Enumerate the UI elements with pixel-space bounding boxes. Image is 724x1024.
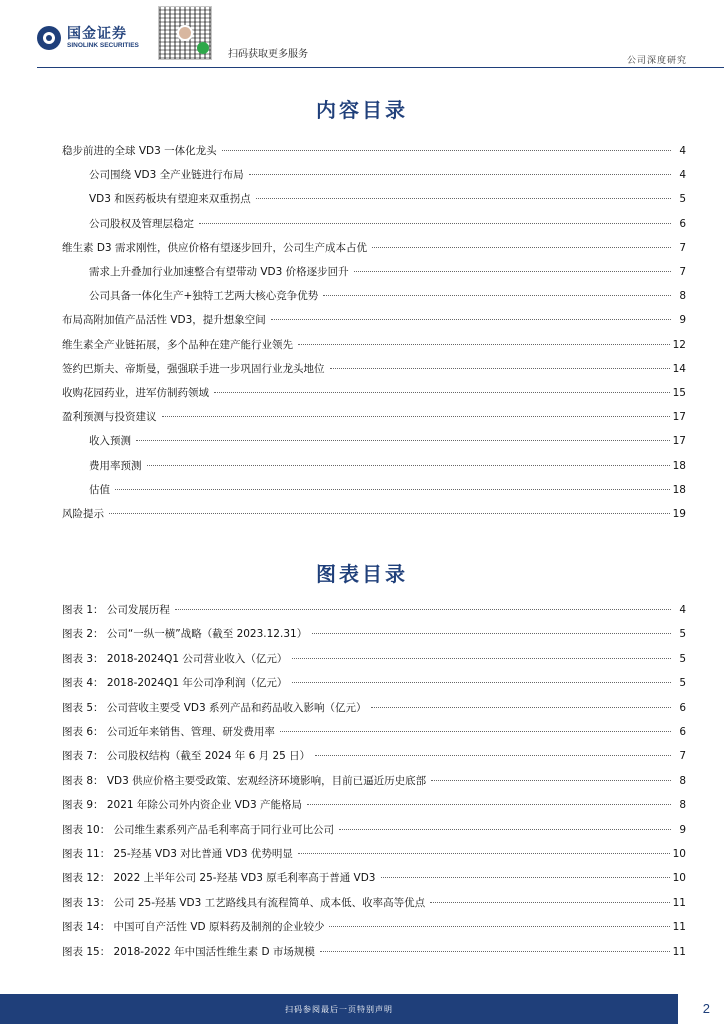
- toc-dot-leader: [431, 780, 671, 781]
- toc-page-number: 5: [679, 677, 686, 690]
- page-footer: [0, 994, 724, 1024]
- toc-page-number: 11: [672, 921, 686, 934]
- toc-entry-title: 图表 9： 2021 年除公司外内资企业 VD3 产能格局: [62, 799, 303, 812]
- toc-entry-title: 维生素全产业链拓展，多个品种在建产能行业领先: [62, 338, 293, 351]
- toc-dot-leader: [330, 368, 670, 369]
- toc-entry-title: 图表 12： 2022 上半年公司 25-羟基 VD3 原毛利率高于普通 VD3: [62, 872, 376, 885]
- toc-dot-leader: [280, 731, 671, 732]
- figures-title: 图表目录: [316, 562, 408, 586]
- toc-entry-title: 图表 7： 公司股权结构（截至 2024 年 6 月 25 日）: [62, 750, 311, 763]
- toc-page-number: 4: [679, 604, 686, 616]
- toc-entry[interactable]: [62, 773, 686, 789]
- toc-entry-title: 图表 10： 公司维生素系列产品毛利率高于同行业可比公司: [62, 823, 335, 836]
- toc-page-number: 6: [679, 726, 686, 738]
- toc-dot-leader: [136, 440, 670, 441]
- toc-entry-title: 图表 2： 公司“一纵一横”战略（截至 2023.12.31）: [62, 628, 308, 641]
- toc-entry-title: 公司股权及管理层稳定: [89, 217, 194, 230]
- toc-entry[interactable]: [89, 482, 686, 498]
- toc-entry[interactable]: [62, 312, 686, 328]
- toc-entry[interactable]: [62, 919, 686, 935]
- toc-page-number: 18: [672, 459, 686, 472]
- toc-dot-leader: [307, 804, 671, 805]
- toc-page-number: 5: [679, 193, 686, 206]
- toc-dot-leader: [214, 392, 670, 393]
- toc-entry[interactable]: [62, 602, 686, 618]
- toc-entry-title: 图表 5： 公司营收主要受 VD3 系列产品和药品收入影响（亿元）: [62, 701, 367, 714]
- toc-dot-leader: [315, 755, 671, 756]
- toc-dot-leader: [298, 344, 670, 345]
- toc-dot-leader: [292, 682, 671, 683]
- toc-dot-leader: [312, 633, 671, 634]
- toc-page-number: 5: [679, 628, 686, 641]
- toc-dot-leader: [381, 877, 670, 878]
- toc-entry-title: 盈利预测与投资建议: [62, 411, 157, 424]
- toc-dot-leader: [147, 465, 670, 466]
- toc-dot-leader: [271, 319, 671, 320]
- toc-page-number: 7: [679, 750, 686, 763]
- toc-entry[interactable]: [62, 822, 686, 838]
- toc-entry-title: 图表 14： 中国可自产活性 VD 原料药及制剂的企业较少: [62, 921, 325, 934]
- logo-name-en: SINOLINK SECURITIES: [67, 41, 139, 49]
- toc-page-number: 6: [679, 217, 686, 230]
- toc-entry[interactable]: [62, 337, 686, 353]
- toc-dot-leader: [372, 247, 671, 248]
- toc-dot-leader: [222, 150, 671, 151]
- wechat-mini-program-icon: [197, 42, 209, 54]
- toc-entry-title: 图表 6： 公司近年来销售、管理、研发费用率: [62, 726, 275, 738]
- toc-entry[interactable]: [62, 895, 686, 911]
- toc-entry[interactable]: [62, 240, 686, 256]
- toc-dot-leader: [109, 513, 670, 514]
- toc-page-number: 11: [672, 945, 686, 958]
- toc-entry[interactable]: [62, 385, 686, 401]
- toc-entry-title: 图表 4： 2018-2024Q1 年公司净利润（亿元）: [62, 677, 288, 690]
- toc-dot-leader: [199, 223, 671, 224]
- toc-entry-title: 收入预测: [89, 435, 131, 448]
- toc-entry-title: 图表 3： 2018-2024Q1 公司营业收入（亿元）: [62, 652, 288, 665]
- qr-caption: 扫码获取更多服务: [228, 49, 308, 60]
- company-logo: [37, 26, 139, 50]
- toc-entry[interactable]: [62, 846, 686, 862]
- toc-entry-title: 图表 1： 公司发展历程: [62, 604, 170, 616]
- toc-entry[interactable]: [62, 700, 686, 716]
- toc-page-number: 8: [679, 774, 686, 787]
- toc-dot-leader: [323, 295, 671, 296]
- toc-entry-title: 维生素 D3 需求刚性，供应价格有望逐步回升，公司生产成本占优: [62, 241, 367, 254]
- toc-page-number: 15: [672, 387, 686, 399]
- footer-disclaimer: 扫码参阅最后一页特别声明: [285, 1005, 393, 1014]
- page-number: 2: [702, 1001, 710, 1016]
- toc-entry-title: 签约巴斯夫、帝斯曼，强强联手进一步巩固行业龙头地位: [62, 362, 325, 375]
- logo-name-cn: 国金证券: [67, 25, 127, 42]
- toc-dot-leader: [249, 174, 671, 175]
- toc-dot-leader: [339, 829, 671, 830]
- toc-page-number: 6: [679, 701, 686, 714]
- toc-page-number: 10: [672, 872, 686, 885]
- toc-page-number: 9: [679, 823, 686, 836]
- toc-dot-leader: [329, 926, 669, 927]
- toc-entry[interactable]: [89, 433, 686, 449]
- toc-entry-title: 收购花园药业，进军仿制药领域: [62, 387, 209, 399]
- toc-page-number: 5: [679, 652, 686, 665]
- logo-mark-icon: [37, 26, 61, 50]
- qr-avatar-icon: [177, 25, 193, 41]
- toc-entry[interactable]: [89, 216, 686, 232]
- toc-dot-leader: [115, 489, 670, 490]
- toc-entry-title: 费用率预测: [89, 459, 142, 472]
- document-type-label: 公司深度研究: [626, 56, 687, 66]
- toc-dot-leader: [354, 271, 671, 272]
- toc-entry[interactable]: [62, 944, 686, 960]
- toc-entry-title: 估值: [89, 483, 110, 496]
- toc-entry[interactable]: [62, 724, 686, 740]
- toc-entry[interactable]: [62, 797, 686, 813]
- toc-entry[interactable]: [62, 626, 686, 642]
- toc-page-number: 12: [672, 338, 686, 351]
- toc-entry-title: 需求上升叠加行业加速整合有望带动 VD3 价格逐步回升: [89, 266, 349, 278]
- toc-page-number: 17: [672, 435, 686, 448]
- toc-dot-leader: [371, 707, 671, 708]
- toc-dot-leader: [256, 198, 671, 199]
- toc-page-number: 4: [679, 169, 686, 182]
- toc-page-number: 8: [679, 799, 686, 812]
- toc-page-number: 14: [672, 362, 686, 375]
- toc-entry[interactable]: [89, 264, 686, 280]
- toc-entry-title: 图表 13： 公司 25-羟基 VD3 工艺路线具有流程简单、成本低、收率高等优点: [62, 896, 426, 909]
- toc-entry-title: 布局高附加值产品活性 VD3，提升想象空间: [62, 314, 266, 327]
- toc-page-number: 11: [672, 896, 686, 909]
- toc-entry-title: 图表 11： 25-羟基 VD3 对比普通 VD3 优势明显: [62, 848, 293, 860]
- toc-entry[interactable]: [89, 288, 686, 304]
- toc-entry-title: 公司围绕 VD3 全产业链进行布局: [89, 169, 244, 182]
- toc-dot-leader: [162, 416, 670, 417]
- toc-entry[interactable]: [62, 748, 686, 764]
- header-divider: [37, 67, 724, 68]
- toc-entry[interactable]: [62, 409, 686, 425]
- toc-entry[interactable]: [62, 675, 686, 691]
- toc-page-number: 7: [679, 266, 686, 278]
- toc-entry-title: 公司具备一体化生产+独特工艺两大核心竞争优势: [89, 290, 319, 303]
- contents-title: 内容目录: [316, 98, 408, 122]
- toc-dot-leader: [320, 951, 670, 952]
- toc-page-number: 9: [679, 314, 686, 327]
- page-header: [0, 0, 724, 68]
- toc-entry[interactable]: [62, 506, 686, 522]
- toc-entry[interactable]: [62, 143, 686, 159]
- toc-dot-leader: [430, 902, 669, 903]
- toc-page-number: 19: [672, 508, 686, 520]
- toc-entry-title: 风险提示: [62, 508, 104, 520]
- toc-page-number: 8: [679, 290, 686, 303]
- toc-entry[interactable]: [89, 167, 686, 183]
- toc-page-number: 17: [672, 411, 686, 424]
- toc-entry[interactable]: [62, 870, 686, 886]
- toc-entry-title: 图表 8： VD3 供应价格主要受政策、宏观经济环境影响，目前已逼近历史底部: [62, 774, 427, 787]
- toc-dot-leader: [292, 658, 671, 659]
- toc-entry-title: VD3 和医药板块有望迎来双重拐点: [89, 193, 251, 206]
- toc-page-number: 10: [672, 848, 686, 860]
- toc-entry[interactable]: [62, 651, 686, 667]
- toc-page-number: 7: [679, 241, 686, 254]
- toc-entry[interactable]: [62, 361, 686, 377]
- toc-page-number: 18: [672, 483, 686, 496]
- toc-entry[interactable]: [89, 458, 686, 474]
- toc-entry-title: 稳步前进的全球 VD3 一体化龙头: [62, 145, 217, 157]
- toc-dot-leader: [175, 609, 671, 610]
- toc-entry[interactable]: [89, 191, 686, 207]
- toc-page-number: 4: [679, 145, 686, 157]
- toc-entry-title: 图表 15： 2018-2022 年中国活性维生素 D 市场规模: [62, 945, 315, 958]
- toc-dot-leader: [298, 853, 670, 854]
